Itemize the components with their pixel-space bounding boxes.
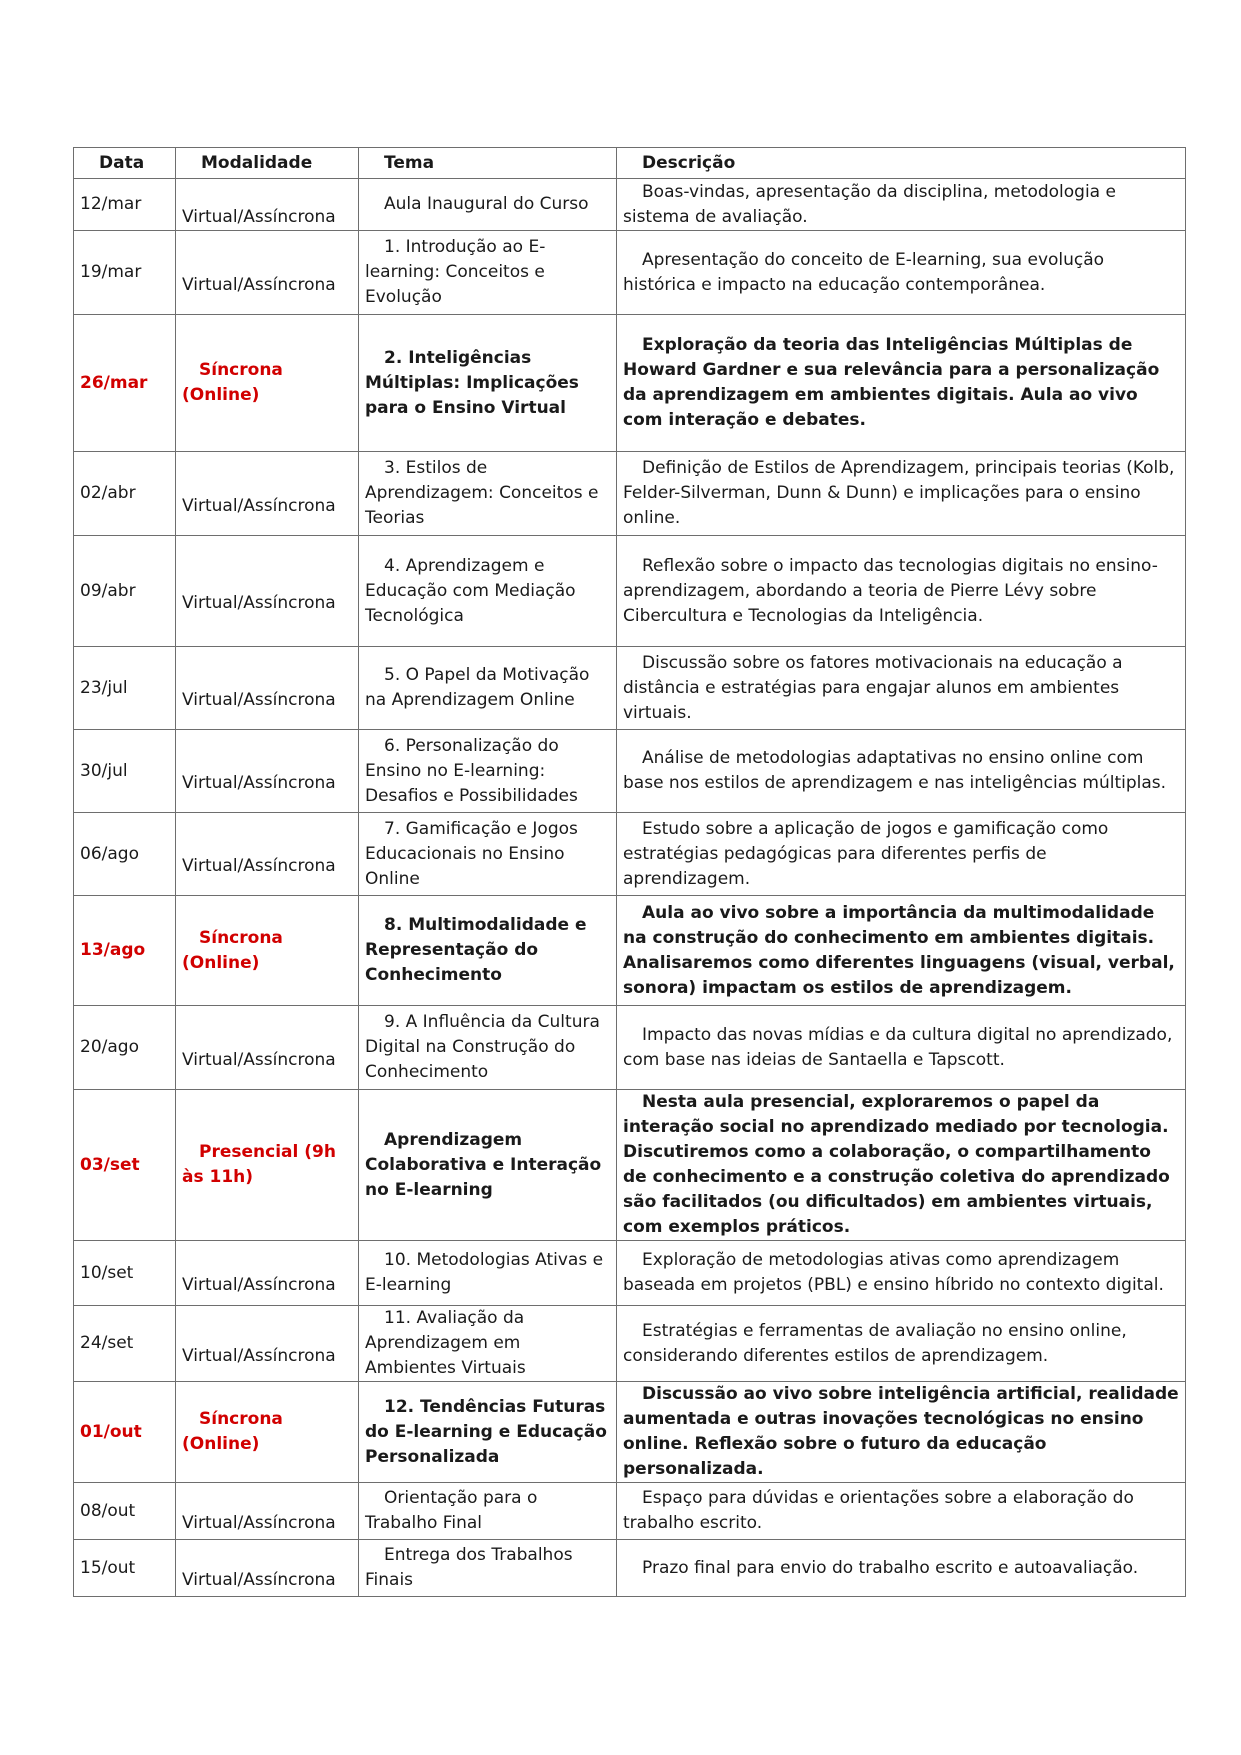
cell-tema bbox=[359, 1006, 617, 1090]
cell-descricao bbox=[617, 452, 1186, 536]
cell-data-text: 23/jul bbox=[80, 677, 128, 698]
header-data: Data bbox=[74, 148, 176, 179]
cell-modalidade-text: Virtual/Assíncrona bbox=[182, 1049, 336, 1070]
cell-tema bbox=[359, 315, 617, 452]
cell-descricao bbox=[617, 1540, 1186, 1597]
cell-modalidade bbox=[176, 1483, 359, 1540]
cell-data bbox=[74, 1540, 176, 1597]
table-row bbox=[74, 1540, 1186, 1597]
cell-descricao bbox=[617, 647, 1186, 730]
cell-descricao-text: Análise de metodologias adaptativas no ensino online com base nos estilos de aprendizagem e nas inteligências múltiplas. bbox=[623, 748, 1167, 793]
cell-tema-text: 8. Multimodalidade e Representação do Conhecimento bbox=[365, 915, 587, 985]
table-row bbox=[74, 231, 1186, 315]
cell-tema bbox=[359, 1483, 617, 1540]
cell-tema bbox=[359, 896, 617, 1006]
cell-descricao-text: Definição de Estilos de Aprendizagem, principais teorias (Kolb, Felder-Silverman, Dunn & Dunn) e implicações para o ensino online. bbox=[623, 458, 1175, 528]
cell-tema-text: 1. Introdução ao E-learning: Conceitos e Evolução bbox=[365, 237, 546, 307]
cell-tema bbox=[359, 1540, 617, 1597]
table-row bbox=[74, 647, 1186, 730]
cell-data bbox=[74, 730, 176, 813]
cell-tema bbox=[359, 1306, 617, 1382]
cell-descricao bbox=[617, 1241, 1186, 1306]
cell-data bbox=[74, 1483, 176, 1540]
cell-tema-text: Entrega dos Trabalhos Finais bbox=[365, 1545, 573, 1590]
table-row bbox=[74, 452, 1186, 536]
table-row bbox=[74, 1306, 1186, 1382]
table-row bbox=[74, 1090, 1186, 1241]
cell-tema-text: 4. Aprendizagem e Educação com Mediação Tecnológica bbox=[365, 555, 576, 626]
cell-modalidade bbox=[176, 647, 359, 730]
cell-data bbox=[74, 1006, 176, 1090]
cell-modalidade bbox=[176, 1306, 359, 1382]
schedule-body bbox=[74, 179, 1186, 1597]
cell-data bbox=[74, 452, 176, 536]
cell-tema-text: 3. Estilos de Aprendizagem: Conceitos e Teorias bbox=[365, 458, 599, 528]
table-row bbox=[74, 1006, 1186, 1090]
cell-data bbox=[74, 1382, 176, 1483]
cell-modalidade bbox=[176, 315, 359, 452]
cell-descricao bbox=[617, 1090, 1186, 1241]
cell-tema bbox=[359, 452, 617, 536]
cell-tema-text: Aprendizagem Colaborativa e Interação no E-learning bbox=[365, 1129, 602, 1200]
cell-descricao-text: Reflexão sobre o impacto das tecnologias digitais no ensino-aprendizagem, abordando a teoria de Pierre Lévy sobre Cibercultura e Tecnologias da Inteligência. bbox=[623, 555, 1158, 626]
cell-data bbox=[74, 231, 176, 315]
cell-descricao-text: Estratégias e ferramentas de avaliação no ensino online, considerando diferentes estilos de aprendizagem. bbox=[623, 1320, 1127, 1366]
cell-data-text: 10/set bbox=[80, 1262, 134, 1283]
cell-tema-text: 2. Inteligências Múltiplas: Implicações para o Ensino Virtual bbox=[365, 347, 579, 418]
cell-modalidade bbox=[176, 536, 359, 647]
cell-descricao-text: Boas-vindas, apresentação da disciplina, metodologia e sistema de avaliação. bbox=[623, 181, 1116, 227]
cell-descricao bbox=[617, 536, 1186, 647]
cell-descricao bbox=[617, 179, 1186, 231]
cell-modalidade-text: Virtual/Assíncrona bbox=[182, 856, 336, 876]
table-row bbox=[74, 536, 1186, 647]
cell-data-text: 03/set bbox=[80, 1154, 140, 1175]
cell-tema-text: Orientação para o Trabalho Final bbox=[365, 1488, 538, 1533]
table-row bbox=[74, 896, 1186, 1006]
header-modalidade: Modalidade bbox=[176, 148, 359, 179]
cell-data bbox=[74, 647, 176, 730]
cell-tema-text: 7. Gamificação e Jogos Educacionais no Ensino Online bbox=[365, 818, 578, 889]
cell-descricao-text: Discussão sobre os fatores motivacionais na educação a distância e estratégias para engajar alunos em ambientes virtuais. bbox=[623, 652, 1123, 723]
table-row bbox=[74, 1241, 1186, 1306]
cell-descricao bbox=[617, 730, 1186, 813]
cell-data-text: 06/ago bbox=[80, 843, 139, 864]
cell-tema bbox=[359, 1382, 617, 1483]
cell-data-text: 30/jul bbox=[80, 760, 128, 781]
cell-data bbox=[74, 315, 176, 452]
cell-data-text: 19/mar bbox=[80, 262, 142, 282]
cell-tema bbox=[359, 730, 617, 813]
cell-descricao-text: Nesta aula presencial, exploraremos o papel da interação social no aprendizado mediado por tecnologia. Discutiremos como a colaboração, o compartilhamento de conhecimento e a construção coletiva do aprendizado são facilitados (ou dificultados) em ambientes virtuais, com exemplos práticos. bbox=[623, 1092, 1170, 1237]
cell-modalidade bbox=[176, 452, 359, 536]
cell-modalidade-text: Virtual/Assíncrona bbox=[182, 274, 336, 295]
cell-descricao bbox=[617, 231, 1186, 315]
table-row bbox=[74, 179, 1186, 231]
header-tema: Tema bbox=[359, 148, 617, 179]
cell-modalidade bbox=[176, 1006, 359, 1090]
table-row bbox=[74, 1483, 1186, 1540]
cell-modalidade-text: Síncrona (Online) bbox=[182, 360, 283, 405]
cell-modalidade bbox=[176, 813, 359, 896]
cell-modalidade bbox=[176, 1090, 359, 1241]
cell-data-text: 02/abr bbox=[80, 483, 136, 503]
cell-descricao bbox=[617, 315, 1186, 452]
cell-tema bbox=[359, 1090, 617, 1241]
cell-tema bbox=[359, 813, 617, 896]
cell-descricao-text: Prazo final para envio do trabalho escrito e autoavaliação. bbox=[642, 1557, 1139, 1578]
cell-modalidade bbox=[176, 179, 359, 231]
cell-tema-text: 12. Tendências Futuras do E-learning e Educação Personalizada bbox=[365, 1396, 607, 1467]
cell-modalidade-text: Virtual/Assíncrona bbox=[182, 1275, 336, 1295]
cell-data-text: 15/out bbox=[80, 1557, 136, 1578]
cell-modalidade-text: Virtual/Assíncrona bbox=[182, 690, 336, 710]
cell-descricao-text: Exploração de metodologias ativas como aprendizagem baseada em projetos (PBL) e ensino híbrido no contexto digital. bbox=[623, 1250, 1164, 1295]
cell-tema bbox=[359, 231, 617, 315]
cell-tema-text: 9. A Influência da Cultura Digital na Construção do Conhecimento bbox=[365, 1012, 600, 1082]
cell-data-text: 20/ago bbox=[80, 1037, 139, 1057]
cell-descricao-text: Impacto das novas mídias e da cultura digital no aprendizado, com base nas ideias de Santaella e Tapscott. bbox=[623, 1024, 1173, 1070]
cell-modalidade-text: Virtual/Assíncrona bbox=[182, 773, 336, 793]
cell-data bbox=[74, 179, 176, 231]
cell-modalidade-text: Síncrona (Online) bbox=[182, 927, 283, 973]
cell-tema-text: 5. O Papel da Motivação na Aprendizagem Online bbox=[365, 665, 590, 710]
cell-data bbox=[74, 813, 176, 896]
cell-descricao-text: Apresentação do conceito de E-learning, sua evolução histórica e impacto na educação contemporânea. bbox=[623, 249, 1105, 295]
cell-modalidade-text: Virtual/Assíncrona bbox=[182, 593, 336, 613]
cell-modalidade-text: Virtual/Assíncrona bbox=[182, 1345, 336, 1366]
cell-modalidade-text: Virtual/Assíncrona bbox=[182, 1513, 336, 1533]
cell-descricao bbox=[617, 1006, 1186, 1090]
cell-data-text: 09/abr bbox=[80, 580, 136, 601]
cell-data-text: 13/ago bbox=[80, 940, 146, 960]
table-row bbox=[74, 1382, 1186, 1483]
cell-modalidade-text: Virtual/Assíncrona bbox=[182, 206, 336, 227]
cell-data-text: 12/mar bbox=[80, 194, 142, 214]
cell-data bbox=[74, 536, 176, 647]
cell-modalidade bbox=[176, 1382, 359, 1483]
cell-descricao-text: Discussão ao vivo sobre inteligência artificial, realidade aumentada e outras inovações tecnológicas no ensino online. Reflexão sobre o futuro da educação personalizada. bbox=[623, 1384, 1179, 1479]
cell-data-text: 01/out bbox=[80, 1421, 142, 1442]
cell-modalidade-text: Síncrona (Online) bbox=[182, 1409, 283, 1454]
cell-descricao bbox=[617, 1483, 1186, 1540]
cell-tema bbox=[359, 536, 617, 647]
cell-tema bbox=[359, 1241, 617, 1306]
cell-tema-text: 6. Personalização do Ensino no E-learning: Desafios e Possibilidades bbox=[365, 735, 578, 806]
table-row bbox=[74, 315, 1186, 452]
header-descricao: Descrição bbox=[617, 148, 1186, 179]
cell-data bbox=[74, 1090, 176, 1241]
cell-tema bbox=[359, 179, 617, 231]
table-row bbox=[74, 813, 1186, 896]
cell-data bbox=[74, 896, 176, 1006]
cell-data-text: 24/set bbox=[80, 1333, 134, 1353]
cell-data bbox=[74, 1241, 176, 1306]
cell-modalidade bbox=[176, 896, 359, 1006]
cell-data bbox=[74, 1306, 176, 1382]
cell-data-text: 26/mar bbox=[80, 372, 148, 393]
cell-descricao-text: Aula ao vivo sobre a importância da multimodalidade na construção do conhecimento em ambientes digitais. Analisaremos como diferentes linguagens (visual, verbal, sonora) impactam os estilos de aprendizagem. bbox=[623, 902, 1175, 998]
cell-descricao bbox=[617, 1306, 1186, 1382]
cell-modalidade-text: Presencial (9h às 11h) bbox=[182, 1142, 336, 1187]
header-row bbox=[74, 148, 1186, 179]
cell-descricao bbox=[617, 813, 1186, 896]
cell-descricao-text: Estudo sobre a aplicação de jogos e gamificação como estratégias pedagógicas para diferentes perfis de aprendizagem. bbox=[623, 818, 1109, 889]
cell-modalidade-text: Virtual/Assíncrona bbox=[182, 1570, 336, 1590]
cell-modalidade bbox=[176, 231, 359, 315]
cell-descricao-text: Exploração da teoria das Inteligências Múltiplas de Howard Gardner e sua relevância para a personalização da aprendizagem em ambientes digitais. Aula ao vivo com interação e debates. bbox=[623, 335, 1160, 430]
cell-tema-text: 10. Metodologias Ativas e E-learning bbox=[365, 1250, 604, 1295]
schedule-table bbox=[73, 147, 1186, 1597]
cell-modalidade-text: Virtual/Assíncrona bbox=[182, 495, 336, 516]
table-row bbox=[74, 730, 1186, 813]
cell-descricao bbox=[617, 896, 1186, 1006]
cell-descricao-text: Espaço para dúvidas e orientações sobre a elaboração do trabalho escrito. bbox=[623, 1488, 1134, 1533]
cell-modalidade bbox=[176, 730, 359, 813]
cell-tema-text: Aula Inaugural do Curso bbox=[384, 194, 589, 214]
cell-descricao bbox=[617, 1382, 1186, 1483]
cell-modalidade bbox=[176, 1241, 359, 1306]
cell-modalidade bbox=[176, 1540, 359, 1597]
cell-tema bbox=[359, 647, 617, 730]
cell-tema-text: 11. Avaliação da Aprendizagem em Ambientes Virtuais bbox=[365, 1308, 526, 1378]
cell-data-text: 08/out bbox=[80, 1500, 136, 1521]
